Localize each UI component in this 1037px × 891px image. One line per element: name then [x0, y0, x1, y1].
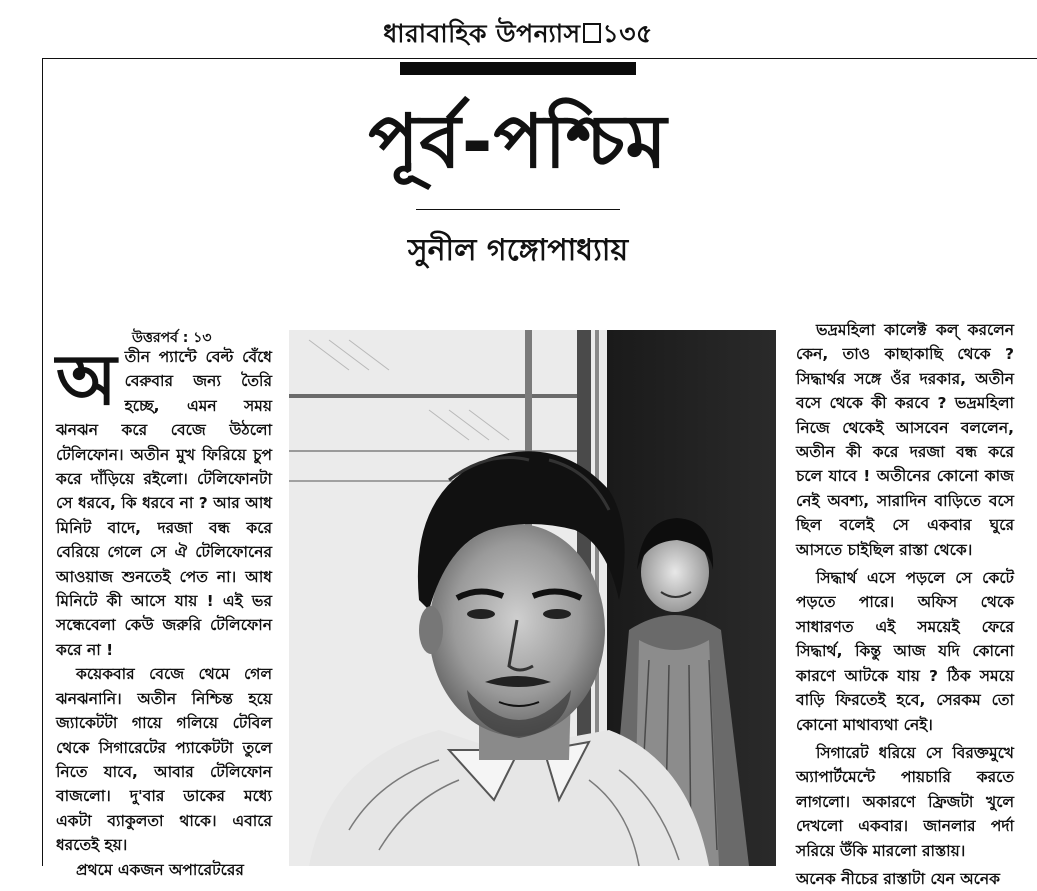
story-illustration	[289, 330, 776, 866]
story-title: পূর্ব-পশ্চিম	[368, 99, 668, 185]
drop-cap: অ	[56, 338, 117, 421]
section-label: উত্তরপর্ব : ১৩	[132, 330, 212, 346]
page-header	[0, 14, 1036, 57]
illustration-drawing	[289, 330, 776, 866]
left-paragraph-3: প্রথমে একজন অপারেটরের	[76, 860, 244, 879]
frame-left-rule	[42, 58, 43, 866]
right-paragraph-3: সিগারেট ধরিয়ে সে বিরক্তমুখে অ্যাপার্টমেন্টে পায়চারি করতে লাগলো। অকারণে ফ্রিজটা খুলে দেখলো একবার। জানলার পর্দা সরিয়ে উঁকি মারলো রাস্তায়।	[796, 743, 1014, 860]
header-black-bar	[400, 62, 636, 75]
left-paragraph-2: কয়েকবার বেজে থেমে গেল ঝনঝনানি। অতীন নিশ্চিন্ত হয়ে জ্যাকেটটা গায়ে গলিয়ে টেবিল থেকে সিগারেটের প্যাকেটটা তুলে নিতে যাবে, আবার টেলিফোন বাজলো। দু'বার ডাকের মধ্যে একটা ব্যাকুলতা থাকে। এবারে ধরতেই হয়।	[56, 665, 272, 855]
separator-box-icon	[583, 23, 601, 43]
series-label: ধারাবাহিক উপন্যাস	[383, 19, 581, 48]
left-paragraph-1: তীন প্যান্টে বেল্ট বেঁধে বেরুবার জন্য তৈরি হচ্ছে, এমন সময় ঝনঝন করে বেজে উঠলো টেলিফোন। অতীন মুখ ফিরিয়ে চুপ করে দাঁড়িয়ে রইলো। টেলিফোনটা সে ধরবে, কি ধরবে না ? আর আধ মিনিট বাদে, দরজা বন্ধ করে বেরিয়ে গেলে সে ঐ টেলিফোনের আওয়াজ শুনতেই পেত না। আধ মিনিটে কী আসে যায় ! এই ভর সন্ধেবেলা কেউ জরুরি টেলিফোন করে না !	[56, 348, 272, 659]
title-divider	[416, 209, 620, 210]
right-paragraph-2: সিদ্ধার্থ এসে পড়লে সে কেটে পড়তে পারে। অফিস থেকে সাধারণত এই সময়েই ফেরে সিদ্ধার্থ, কিন্তু আজ যদি কোনো কারণে আটকে যায় ? ঠিক সময়ে বাড়ি ফিরতেই হবে, সেরকম তো কোনো মাথাব্যথা নেই।	[796, 569, 1014, 734]
right-text-column	[796, 318, 1014, 888]
author-name: সুনীল গঙ্গোপাধ্যায়	[407, 233, 629, 268]
right-paragraph-4: অনেক নীচের রাস্তাটা যেন অনেক	[796, 869, 1000, 888]
frame-top-rule	[42, 58, 1037, 59]
right-paragraph-1: ভদ্রমহিলা কালেক্ট কল্ করলেন কেন, তাও কাছাকাছি থেকে ? সিদ্ধার্থর সঙ্গে ওঁর দরকার, অতীন বসে থেকে কী করবে ? ভদ্রমহিলা নিজে থেকেই আসবেন বললেন, অতীন কী করে দরজা বন্ধ করে চলে যাবে ! অতীনের কোনো কাজ নেই অবশ্য, সারাদিন বাড়িতে বসে ছিল বলেই সে একবার ঘুরে আসতে চাইছিল রাস্তা থেকে।	[796, 321, 1014, 559]
page-number: ১৩৫	[602, 19, 653, 48]
